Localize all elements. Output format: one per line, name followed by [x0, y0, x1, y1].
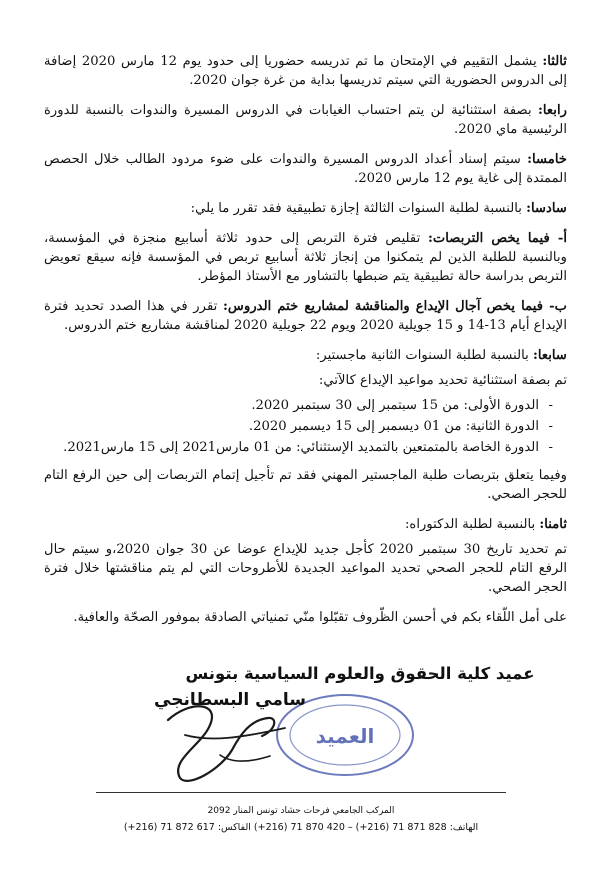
paragraph-third [44, 52, 567, 90]
paragraph-eighth [44, 515, 567, 534]
section-label-fifth: خامسا: [527, 152, 568, 167]
section-label-eighth: ثامنا: [539, 517, 567, 532]
section-label-fourth: رابعا: [538, 103, 567, 118]
paragraph-deadlines [44, 297, 567, 335]
list-item: - الدورة الأولى: من 15 سبتمبر إلى 30 سبتمبر 2020. [44, 396, 553, 415]
section-text-fifth: سيتم إسناد أعداد الدروس المسيرة والندوات على ضوء مردود الطالب خلال الحصص الممتدة إلى غاية يوم 12 مارس 2020. [44, 152, 567, 186]
paragraph-fifth [44, 150, 567, 188]
paragraph-masters-internships: وفيما يتعلق بتربصات طلبة الماجستير المهني فقد تم تأجيل إتمام التربصات إلى حين الرفع التام للحجر الصحي. [44, 468, 567, 502]
section-label-third: ثالثا: [542, 54, 567, 69]
paragraph-deposit-intro: تم بصفة استثنائية تحديد مواعيد الإيداع كالآتي: [318, 373, 567, 388]
section-text-sixth: بالنسبة لطلبة السنوات الثالثة إجازة تطبيقية فقد تقرر ما يلي: [190, 201, 522, 216]
handwritten-signature-icon [150, 690, 300, 790]
section-label-sixth: سادسا: [526, 201, 567, 216]
section-label-seventh: سابعا: [533, 348, 567, 363]
footer-phones: الهاتف: 828 871 71 (216+) – 420 870 71 (216+) الفاكس: 617 872 71 (216+) [123, 822, 479, 833]
paragraph-seventh [44, 346, 567, 365]
footer-divider [96, 792, 506, 793]
dean-title: عميد كلية الحقوق والعلوم السياسية بتونس [185, 664, 535, 683]
closing-paragraph: على أمل اللّقاء بكم في أحسن الظّروف تقبّلوا منّي تمنياتي الصادقة بموفور الصحّة والعافية. [73, 610, 567, 625]
section-text-eighth: بالنسبة لطلبة الدكتوراه: [404, 517, 536, 532]
paragraph-doctorate: تم تحديد تاريخ 30 سبتمبر 2020 كأجل جديد للإيداع عوضا عن 30 جوان 2020،و سيتم حال الرفع التام للحجر الصحي تحديد المواعيد الجديدة للأطروحات التي لم يتم مناقشتها خلال فترة الحجر الصحي. [44, 542, 568, 595]
section-text-fourth: بصفة استثنائية لن يتم احتساب الغيابات في الدروس المسيرة والندوات بالنسبة للدورة الرئيسية ماي 2020. [44, 103, 567, 137]
section-text-third: يشمل التقييم في الإمتحان ما تم تدريسه حضوريا إلى حدود يوم 12 مارس 2020 إضافة إلى الدروس الحضورية التي سيتم تدريسها بداية من غرة جوان 2020. [44, 54, 567, 88]
subsection-text-b: تقرر في هذا الصدد تحديد فترة الإيداع أيام 13-14 و 15 جويلية 2020 ويوم 22 جويلية 2020 لمناقشة مشاريع ختم الدروس. [44, 299, 567, 333]
footer-address: المركب الجامعي فرحات حشاد تونس المنار 2092 [207, 806, 395, 816]
list-item: - الدورة الخاصة بالمتمتعين بالتمديد الإستثنائي: من 01 مارس2021 إلى 15 مارس2021. [44, 438, 553, 457]
subsection-label-b: ب- فيما يخص آجال الإيداع والمناقشة لمشاريع ختم الدروس: [222, 299, 567, 314]
list-item: - الدورة الثانية: من 01 ديسمبر إلى 15 ديسمبر 2020. [44, 417, 553, 436]
stamp-word: العميد [315, 724, 375, 748]
paragraph-internships [44, 229, 567, 286]
paragraph-fourth [44, 101, 567, 139]
deposit-dates-list [44, 396, 567, 457]
dean-name: سامي البسطانجي [154, 690, 306, 710]
paragraph-sixth [44, 199, 567, 218]
section-text-seventh: بالنسبة لطلبة السنوات الثانية ماجستير: [315, 348, 529, 363]
subsection-label-a: أ- فيما يخص التربصات: [427, 231, 567, 246]
subsection-text-a: تقليص فترة التربص إلى حدود ثلاثة أسابيع منجزة في المؤسسة، وبالنسبة للطلبة الذين لم يتمكنوا من إنجاز ثلاثة أسابيع تربص في المؤسسة فإنه سيقع تعويض التربص بدراسة حالة تطبيقية يتم ضبطها بالتشاور مع الأستاذ المؤطر. [44, 231, 567, 284]
